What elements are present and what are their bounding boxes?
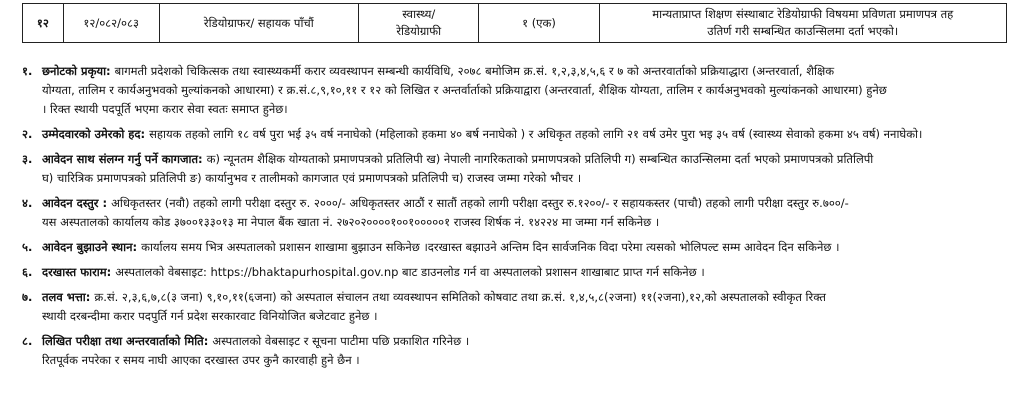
notes-list: [22, 62, 1007, 376]
service-line: रेडियोग्राफी: [396, 24, 442, 38]
note-line: घ) चारित्रिक प्रमाणपत्रको प्रतिलिपी ङ) कार्यानुभव र तालीमको कागजात एवं प्रमाणपत्रको प्रतिलिपी च) राजस्व जम्मा गरेको भौचर ।: [42, 171, 582, 185]
note-heading: दरखास्त फाराम:: [42, 265, 112, 279]
note-item-salary-allowance: [22, 288, 1007, 326]
note-line: रितपूर्वक नपरेका र समय नाघी आएका दरखास्त उपर कुनै कारवाही हुने छैन ।: [42, 353, 360, 367]
table-row: [23, 4, 1007, 43]
qualification-cell: [599, 4, 1006, 43]
note-heading: तलव भत्ता:: [42, 290, 91, 304]
note-line: क) न्यूनतम शैक्षिक योग्यताको प्रमाणपत्रको प्रतिलिपी ख) नेपाली नागरिकताको प्रमाणपत्रको प्रतिलिपी ग) सम्बन्धित काउन्सिलमा दर्ता भएको प्रमाणपत्रको प्रतिलिपी: [206, 152, 874, 166]
note-item-application-fee: [22, 194, 1007, 232]
note-text: [42, 332, 1007, 370]
note-item-application-form: [22, 263, 1007, 282]
serial-number-cell: १२: [23, 4, 64, 43]
note-heading: छनोटको प्रकृया:: [42, 64, 111, 78]
note-number: ५.: [22, 240, 33, 254]
note-line: यस अस्पतालको कार्यालय कोड ३७००१३३०१३ मा नेपाल बैंक खाता नं. २७२०२००००१००१०००००१ राजस्व शिर्षक नं. १४२२४ मा जम्मा गर्न सकिनेछ ।: [42, 215, 660, 229]
note-number: ७.: [22, 290, 33, 304]
note-line: अधिकृतस्तर (नवौ) तहको लागी परीक्षा दस्तुर रु. २०००/- अधिकृतस्तर आठौं र सातौं तहको लागी परीक्षा दस्तुर रु.१२००/- र सहायकस्तर (पाचौ) तहको लागी परीक्षा दस्तुर रु.७००/-: [111, 196, 849, 210]
note-line: कार्यालय समय भित्र अस्पतालको प्रशासन शाखामा बुझाउन सकिनेछ ।दरखास्त बझाउने अन्तिम दिन सार्वजनिक विदा परेमा त्यसको भोलिपल्ट सम्म आवेदन दिन सकिनेछ ।: [141, 240, 840, 254]
note-line: योग्यता, तालिम र कार्यअनुभवको मुल्यांकनको आधारमा) र क्र.सं.८,९,१०,११ र १२ को लिखित र अन्तर्वार्ताको प्रक्रियाद्वारा (अन्तरवार्ता, शैक्षिक योग्यता, तालिम र कार्यअनुभवको मुल्यांकनको आधारमा) हुनेछ: [42, 83, 887, 97]
note-line: अस्पतालको वेबसाइट: https://bhaktapurhospital.gov.np बाट डाउनलोड गर्न वा अस्पतालको प्रशासन शाखाबाट प्राप्त गर्न सकिनेछ ।: [115, 265, 705, 279]
note-text: [42, 150, 1007, 188]
note-line: । रिक्त स्थायी पदपूर्ति भएमा करार सेवा स्वतः समाप्त हुनेछ।: [42, 102, 288, 116]
note-line: स्थायी दरबन्दीमा करार पदपुर्ति गर्न प्रदेश सरकारवाट विनियोजित बजेटवाट हुनेछ ।: [42, 309, 378, 323]
note-item-required-documents: [22, 150, 1007, 188]
post-level-cell: रेडियोग्राफर/ सहायक पाँचौं: [159, 4, 359, 43]
service-line: स्वास्थ्य/: [402, 7, 436, 21]
note-item-exam-date: [22, 332, 1007, 370]
note-text: [42, 62, 1007, 119]
note-heading: उम्मेदवारको उमेरको हद:: [42, 127, 146, 141]
note-heading: आवेदन बुझाउने स्थान:: [42, 240, 138, 254]
note-line: सहायक तहको लागि १८ वर्ष पुरा भई ३५ वर्ष ननाघेको (महिलाको हकमा ४० बर्ष ननाघेको ) र अधिकृत तहको लागि २१ वर्ष उमेर पुरा भइ ३५ वर्ष (स्वास्थ्य सेवाको हकमा ४५ वर्ष) ननाघेको।: [149, 127, 923, 141]
advert-code-cell: १२/०८२/०८३: [63, 4, 159, 43]
note-line: क्र.सं. २,३,६,७,८(३ जना) ९,१०,११(६जना) को अस्पताल संचालन तथा व्यवस्थापन समितिको कोषवाट तथा क्र.सं. १,४,५,८(२जना) ११(२जना),१२,को अस्पतालको स्वीकृत रिक्त: [94, 290, 826, 304]
note-item-age-limit: [22, 125, 1007, 144]
note-number: ६.: [22, 265, 33, 279]
qualification-line: उतिर्ण गरी सम्बन्धित काउन्सिलमा दर्ता भएको।: [707, 24, 899, 38]
note-line: बागमती प्रदेशको चिकित्सक तथा स्वास्थ्यकर्मी करार व्यवस्थापन सम्बन्धी कार्यविधि, २०७८ बमोजिम क्र.सं. १,२,३,४,५,६ र ७ को अन्तरवार्ताको प्रक्रियाद्धारा (अन्तरवार्ता, शैक्षिक: [114, 64, 835, 78]
note-line: अस्पतालको वेबसाइट र सूचना पाटीमा पछि प्रकाशित गरिनेछ ।: [212, 334, 470, 348]
note-text: [42, 125, 1007, 144]
note-text: [42, 194, 1007, 232]
note-item-selection-process: [22, 62, 1007, 119]
note-text: [42, 288, 1007, 326]
note-heading: आवेदन दस्तुर :: [42, 196, 108, 210]
post-count-cell: १ (एक): [479, 4, 599, 43]
note-number: ४.: [22, 196, 33, 210]
qualification-line: मान्यताप्राप्त शिक्षण संस्थाबाट रेडियोग्राफी विषयमा प्रविणता प्रमाणपत्र तह: [652, 7, 954, 21]
service-group-cell: [359, 4, 479, 43]
note-text: [42, 263, 1007, 282]
note-number: २.: [22, 127, 33, 141]
vacancy-table: [22, 3, 1007, 43]
note-number: १.: [22, 64, 33, 78]
note-number: ३.: [22, 152, 33, 166]
note-item-submission-place: [22, 238, 1007, 257]
note-heading: लिखित परीक्षा तथा अन्तरवार्ताको मिति:: [42, 334, 209, 348]
note-heading: आवेदन साथ संलग्न गर्नु पर्ने कागजात:: [42, 152, 203, 166]
note-text: [42, 238, 1007, 257]
note-number: ८.: [22, 334, 33, 348]
